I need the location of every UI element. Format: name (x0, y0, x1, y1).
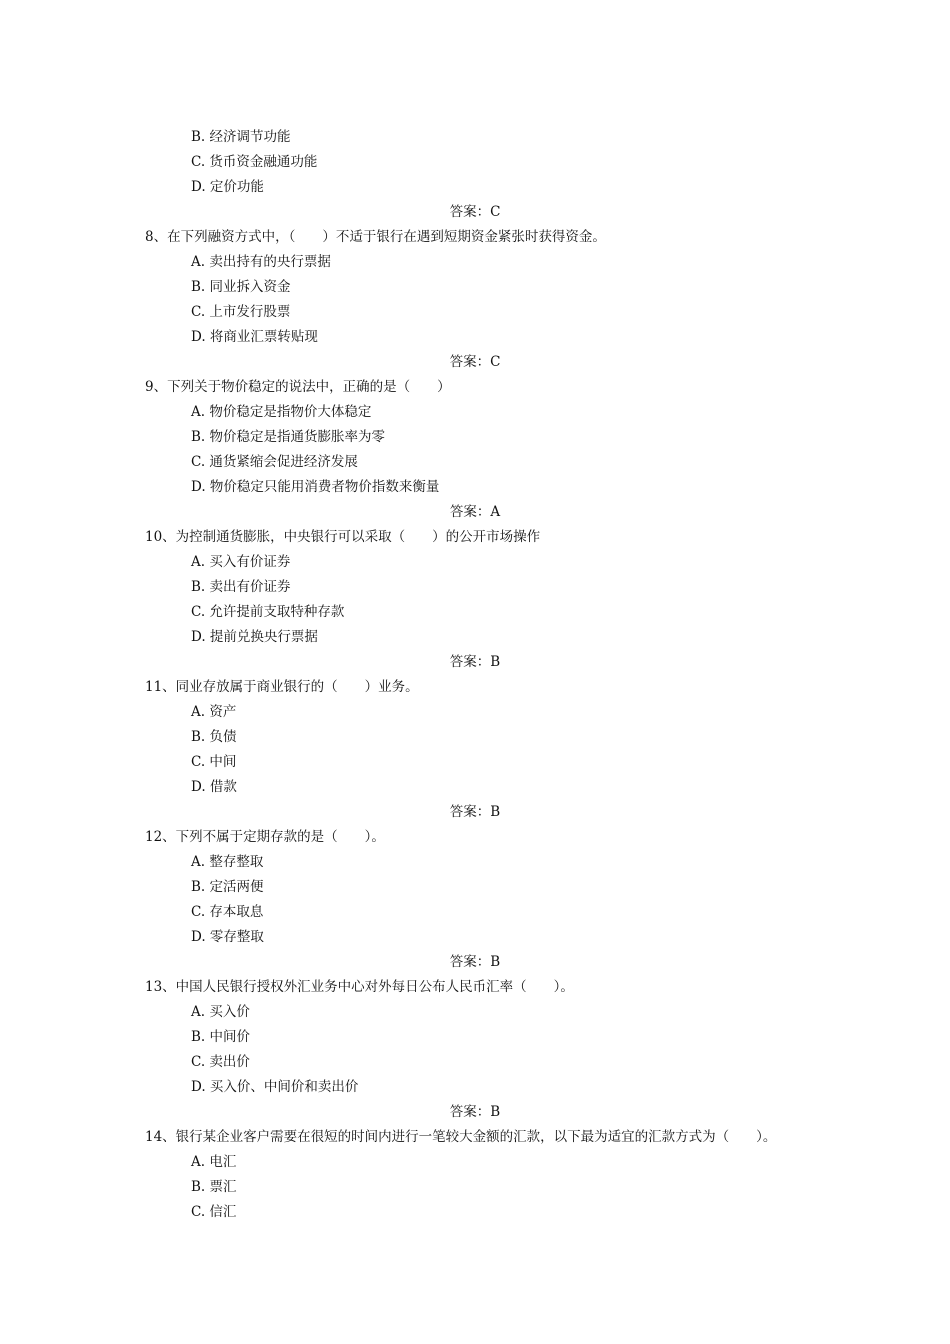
question-8: 8、在下列融资方式中，（ ）不适于银行在遇到短期资金紧张时获得资金。 (145, 229, 606, 245)
question-14: 14、银行某企业客户需要在很短的时间内进行一笔较大金额的汇款，以下最为适宜的汇款方式为（ ）。 (145, 1129, 777, 1145)
option-7d: D. 定价功能 (191, 179, 264, 195)
option-10b: B. 卖出有价证券 (191, 579, 291, 595)
answer-8: 答案：C (449, 354, 501, 370)
option-8d: D. 将商业汇票转贴现 (191, 329, 318, 345)
answer-11: 答案：B (449, 804, 501, 820)
option-7b: B. 经济调节功能 (191, 129, 291, 145)
question-9: 9、下列关于物价稳定的说法中，正确的是（ ） (145, 379, 451, 395)
option-11a: A. 资产 (191, 704, 237, 720)
answer-13: 答案：B (449, 1104, 501, 1120)
option-14a: A. 电汇 (191, 1154, 237, 1170)
option-9a: A. 物价稳定是指物价大体稳定 (191, 404, 372, 420)
option-14c: C. 信汇 (191, 1204, 237, 1220)
option-7c: C. 货币资金融通功能 (191, 154, 318, 170)
option-12a: A. 整存整取 (191, 854, 264, 870)
option-8b: B. 同业拆入资金 (191, 279, 291, 295)
option-12d: D. 零存整取 (191, 929, 264, 945)
answer-7: 答案：C (449, 204, 501, 220)
option-9b: B. 物价稳定是指通货膨胀率为零 (191, 429, 386, 445)
question-13: 13、中国人民银行授权外汇业务中心对外每日公布人民币汇率（ ）。 (145, 979, 574, 995)
question-12: 12、下列不属于定期存款的是（ ）。 (145, 829, 385, 845)
option-11b: B. 负债 (191, 729, 237, 745)
option-10d: D. 提前兑换央行票据 (191, 629, 318, 645)
option-11d: D. 借款 (191, 779, 237, 795)
option-12b: B. 定活两便 (191, 879, 264, 895)
answer-12: 答案：B (449, 954, 501, 970)
option-13b: B. 中间价 (191, 1029, 251, 1045)
option-10c: C. 允许提前支取特种存款 (191, 604, 345, 620)
question-11: 11、同业存放属于商业银行的（ ）业务。 (145, 679, 419, 695)
question-10: 10、为控制通货膨胀，中央银行可以采取（ ）的公开市场操作 (145, 529, 541, 545)
option-8a: A. 卖出持有的央行票据 (191, 254, 331, 270)
option-14b: B. 票汇 (191, 1179, 237, 1195)
option-13d: D. 买入价、中间价和卖出价 (191, 1079, 359, 1095)
option-9c: C. 通货紧缩会促进经济发展 (191, 454, 358, 470)
option-10a: A. 买入有价证券 (191, 554, 291, 570)
option-9d: D. 物价稳定只能用消费者物价指数来衡量 (191, 479, 440, 495)
option-12c: C. 存本取息 (191, 904, 264, 920)
option-13a: A. 买入价 (191, 1004, 250, 1020)
option-11c: C. 中间 (191, 754, 237, 770)
answer-9: 答案：A (449, 504, 501, 520)
answer-10: 答案：B (449, 654, 501, 670)
option-8c: C. 上市发行股票 (191, 304, 291, 320)
option-13c: C. 卖出价 (191, 1054, 250, 1070)
